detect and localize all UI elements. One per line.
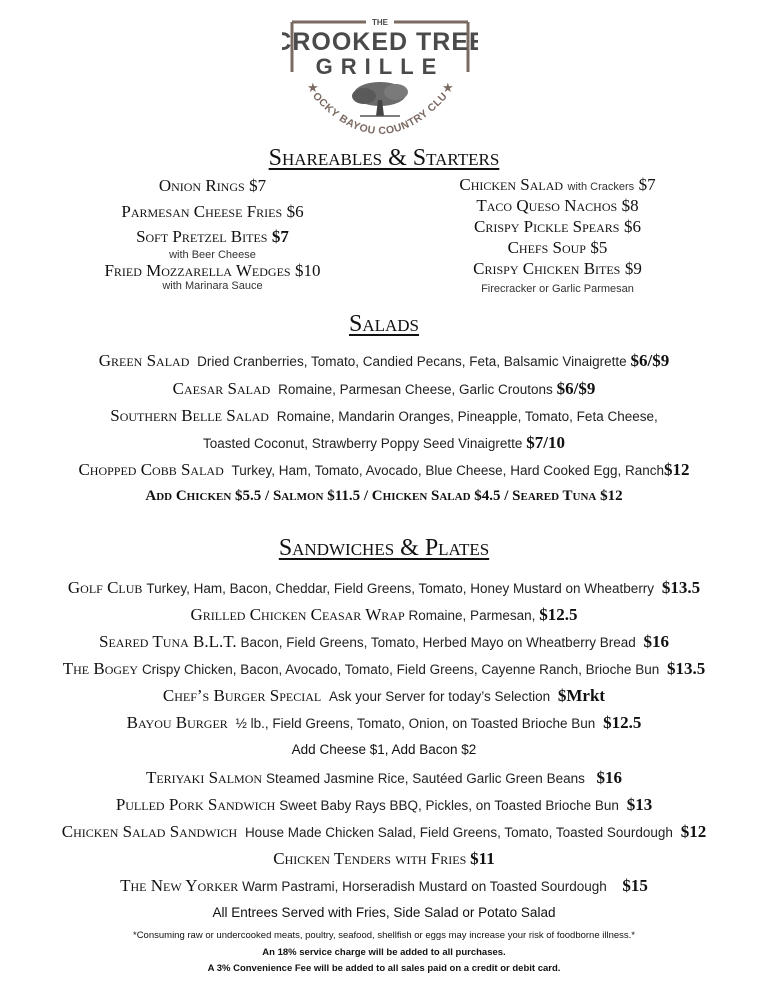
item-name: Chicken Salad Sandwich [61, 822, 238, 841]
item-name: The Bogey [62, 659, 139, 678]
tree-icon [352, 82, 408, 116]
item-price: $6 [286, 202, 304, 221]
menu-item [0, 460, 768, 480]
item-name: Chicken Salad [459, 175, 564, 194]
menu-item [0, 713, 768, 733]
menu-item [405, 196, 710, 217]
item-description: Romaine, Parmesan, [408, 608, 536, 623]
item-name: Taco Queso Nachos [476, 196, 618, 215]
item-name: Southern Belle Salad [110, 406, 269, 425]
section-heading-starters: Shareables & Starters [268, 145, 500, 171]
menu-item [0, 605, 768, 625]
addon-text: Add Cheese $1, Add Bacon $2 [291, 742, 477, 757]
item-description: Turkey, Ham, Tomato, Avocado, Blue Cheese, Hard Cooked Egg, Ranch [231, 463, 665, 478]
item-description: Romaine, Mandarin Oranges, Pineapple, Tomato, Feta Cheese, [276, 409, 658, 424]
salad-addons [0, 487, 768, 505]
item-price: $16 [643, 632, 669, 651]
item-price: $7/10 [526, 433, 566, 452]
menu-item [60, 261, 365, 280]
item-name: The New Yorker [120, 876, 239, 895]
item-price: $13.5 [667, 659, 706, 678]
item-price: $13 [626, 795, 653, 814]
item-name: Golf Club [67, 578, 143, 597]
item-name: Chopped Cobb Salad [78, 460, 224, 479]
logo-club-name: OCKY BAYOU COUNTRY CLU [310, 90, 450, 138]
star-icon: ★ [307, 80, 319, 95]
item-name: Grilled Chicken Ceasar Wrap [190, 605, 405, 624]
menu-item [0, 822, 768, 842]
addons-text: Add Chicken $5.5 / Salmon $11.5 / Chicken Salad $4.5 / Seared Tuna $12 [145, 488, 623, 504]
item-price: $6/$9 [630, 351, 670, 370]
item-description: House Made Chicken Salad, Field Greens, Tomato, Toasted Sourdough [244, 825, 673, 840]
item-description: Sweet Baby Rays BBQ, Pickles, on Toasted Brioche Bun [279, 798, 619, 813]
restaurant-logo [282, 12, 478, 150]
menu-item [60, 227, 365, 249]
item-name: Bayou Burger [126, 713, 228, 732]
star-icon: ★ [442, 80, 454, 95]
menu-item [0, 632, 768, 652]
menu-item [0, 686, 768, 706]
foodborne-warning: *Consuming raw or undercooked meats, poultry, seafood, shellfish or eggs may increase your risk of foodborne illness.* [133, 930, 635, 941]
item-price: $12.5 [603, 713, 642, 732]
menu-item [0, 768, 768, 788]
item-inline-note: with Crackers [567, 181, 635, 193]
item-description: ½ lb., Field Greens, Tomato, Onion, on Toasted Brioche Bun [235, 716, 596, 731]
entrees-note [0, 904, 768, 920]
item-price: $11 [470, 849, 495, 868]
item-name: Chicken Tenders with Fries [273, 849, 467, 868]
item-price: $9 [624, 259, 642, 278]
starters-left-column [60, 176, 365, 292]
menu-item [0, 351, 768, 371]
item-name: Onion Rings [158, 176, 245, 195]
item-name: Soft Pretzel Bites [136, 227, 268, 246]
item-note: Firecracker or Garlic Parmesan [481, 283, 634, 295]
menu-item [0, 659, 768, 679]
item-name: Crispy Pickle Spears [474, 217, 620, 236]
menu-item [0, 406, 768, 426]
menu-item [60, 176, 365, 202]
item-price: $5 [590, 238, 608, 257]
item-price: $12 [680, 822, 707, 841]
menu-item [0, 849, 768, 869]
section-heading-sandwiches: Sandwiches & Plates [278, 535, 490, 561]
menu-item [405, 238, 710, 259]
section-heading-salads: Salads [348, 311, 420, 337]
item-price: $12.5 [539, 605, 578, 624]
item-description: Steamed Jasmine Rice, Sautéed Garlic Green Beans [265, 771, 585, 786]
item-name: Fried Mozzarella Wedges [104, 261, 291, 280]
item-price: $13.5 [661, 578, 701, 597]
item-price: $8 [621, 196, 639, 215]
item-note: with Marinara Sauce [162, 280, 263, 292]
logo-name: CROOKED TREE [282, 28, 478, 56]
menu-item-continued [0, 433, 768, 453]
item-price: $7 [249, 176, 267, 195]
item-price: $6 [623, 217, 641, 236]
item-description: Toasted Coconut, Strawberry Poppy Seed Vinaigrette [202, 436, 523, 451]
menu-item [0, 578, 768, 598]
menu-item [0, 379, 768, 399]
item-price: $10 [295, 261, 321, 280]
item-name: Chefs Soup [507, 238, 586, 257]
item-description: Romaine, Parmesan Cheese, Garlic Croutons [278, 382, 553, 397]
item-price: $16 [596, 768, 623, 787]
item-description: Ask your Server for today’s Selection [328, 689, 551, 704]
item-name: Pulled Pork Sandwich [115, 795, 276, 814]
menu-item [405, 259, 710, 281]
item-name: Crispy Chicken Bites [473, 259, 621, 278]
item-note: with Beer Cheese [169, 249, 256, 261]
item-description: Crispy Chicken, Bacon, Avocado, Tomato, Field Greens, Cayenne Ranch, Brioche Bun [141, 662, 660, 677]
item-name: Parmesan Cheese Fries [121, 202, 283, 221]
menu-item [0, 876, 768, 896]
item-price: $Mrkt [557, 686, 606, 705]
logo-the: THE [372, 18, 388, 27]
item-price: $15 [622, 876, 648, 895]
logo-grille: GRILLE [315, 54, 445, 79]
burger-addon [0, 741, 768, 757]
starters-right-column [405, 175, 710, 295]
item-description: Turkey, Ham, Bacon, Cheddar, Field Greens, Tomato, Honey Mustard on Wheatberry [146, 581, 655, 596]
service-charge-note: An 18% service charge will be added to all purchases. [262, 947, 506, 958]
menu-item [405, 217, 710, 238]
item-description: Dried Cranberries, Tomato, Candied Pecans, Feta, Balsamic Vinaigrette [197, 354, 627, 369]
item-price: $7 [271, 227, 289, 246]
menu-item [60, 202, 365, 226]
item-price: $6/$9 [556, 379, 596, 398]
entrees-note-text: All Entrees Served with Fries, Side Salad or Potato Salad [212, 905, 556, 920]
menu-item [0, 795, 768, 815]
convenience-fee-note: A 3% Convenience Fee will be added to all sales paid on a credit or debit card. [207, 963, 561, 974]
item-description: Warm Pastrami, Horseradish Mustard on Toasted Sourdough [242, 879, 607, 894]
item-name: Teriyaki Salmon [145, 768, 263, 787]
item-price: $7 [638, 175, 656, 194]
item-description: Bacon, Field Greens, Tomato, Herbed Mayo on Wheatberry Bread [240, 635, 636, 650]
menu-item [405, 175, 710, 196]
item-name: Caesar Salad [172, 379, 271, 398]
item-name: Green Salad [98, 351, 190, 370]
item-name: Chef’s Burger Special [162, 686, 322, 705]
item-name: Seared Tuna B.L.T. [99, 632, 237, 651]
item-price: $12 [664, 460, 690, 479]
